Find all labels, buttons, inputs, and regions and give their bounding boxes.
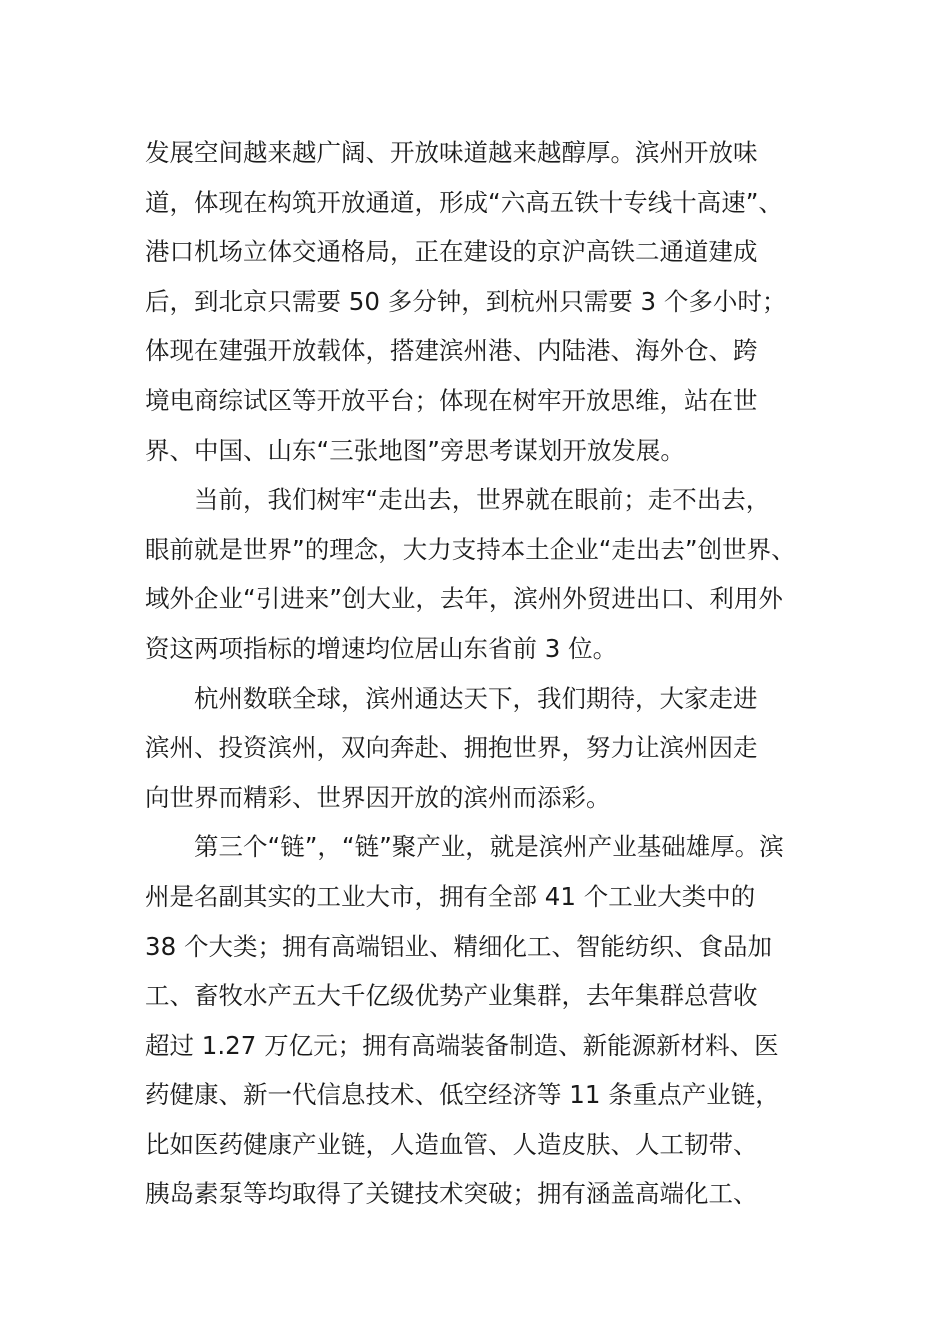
text-line-2: 道，体现在构筑开放通道，形成“六高五铁十专线十高速”、 [145, 187, 783, 217]
body-text [145, 128, 835, 1219]
text-line-13: 滨州、投资滨州，双向奔赴、拥抱世界，努力让滨州因走 [145, 733, 758, 763]
text-line-16: 州是名副其实的工业大市，拥有全部 41 个工业大类中的 [145, 881, 756, 911]
text-line-21: 比如医药健康产业链，人造血管、人造皮肤、人工韧带、 [145, 1129, 758, 1159]
text-line-8: 当前，我们树牢“走出去，世界就在眼前；走不出去， [145, 485, 771, 515]
text-line-10: 域外企业“引进来”创大业，去年，滨州外贸进出口、利用外 [145, 584, 783, 614]
text-line-4: 后，到北京只需要 50 多分钟，到杭州只需要 3 个多小时； [145, 286, 787, 316]
text-line-1: 发展空间越来越广阔、开放味道越来越醇厚。滨州开放味 [145, 138, 758, 167]
text-line-12: 杭州数联全球，滨州通达天下，我们期待，大家走进 [145, 683, 758, 713]
text-line-14: 向世界而精彩、世界因开放的滨州而添彩。 [145, 782, 611, 812]
text-line-3: 港口机场立体交通格局，正在建设的京沪高铁二通道建成 [145, 237, 758, 267]
text-line-11: 资这两项指标的增速均位居山东省前 3 位。 [145, 633, 618, 663]
text-line-9: 眼前就是世界”的理念，大力支持本土企业“走出去”创世界、 [145, 534, 796, 564]
text-line-7: 界、中国、山东“三张地图”旁思考谋划开放发展。 [145, 435, 685, 465]
text-line-19: 超过 1.27 万亿元；拥有高端装备制造、新能源新材料、医 [145, 1030, 779, 1060]
text-line-18: 工、畜牧水产五大千亿级优势产业集群，去年集群总营收 [145, 981, 758, 1011]
text-line-17: 38 个大类；拥有高端铝业、精细化工、智能纺织、食品加 [145, 931, 772, 961]
text-line-22: 胰岛素泵等均取得了关键技术突破；拥有涵盖高端化工、 [145, 1179, 758, 1209]
text-line-6: 境电商综试区等开放平台；体现在树牢开放思维，站在世 [145, 385, 758, 415]
text-line-20: 药健康、新一代信息技术、低空经济等 11 条重点产业链， [145, 1080, 780, 1110]
text-line-5: 体现在建强开放载体，搭建滨州港、内陆港、海外仓、跨 [145, 336, 758, 366]
text-line-15: 第三个“链”，“链”聚产业，就是滨州产业基础雄厚。滨 [145, 832, 784, 862]
